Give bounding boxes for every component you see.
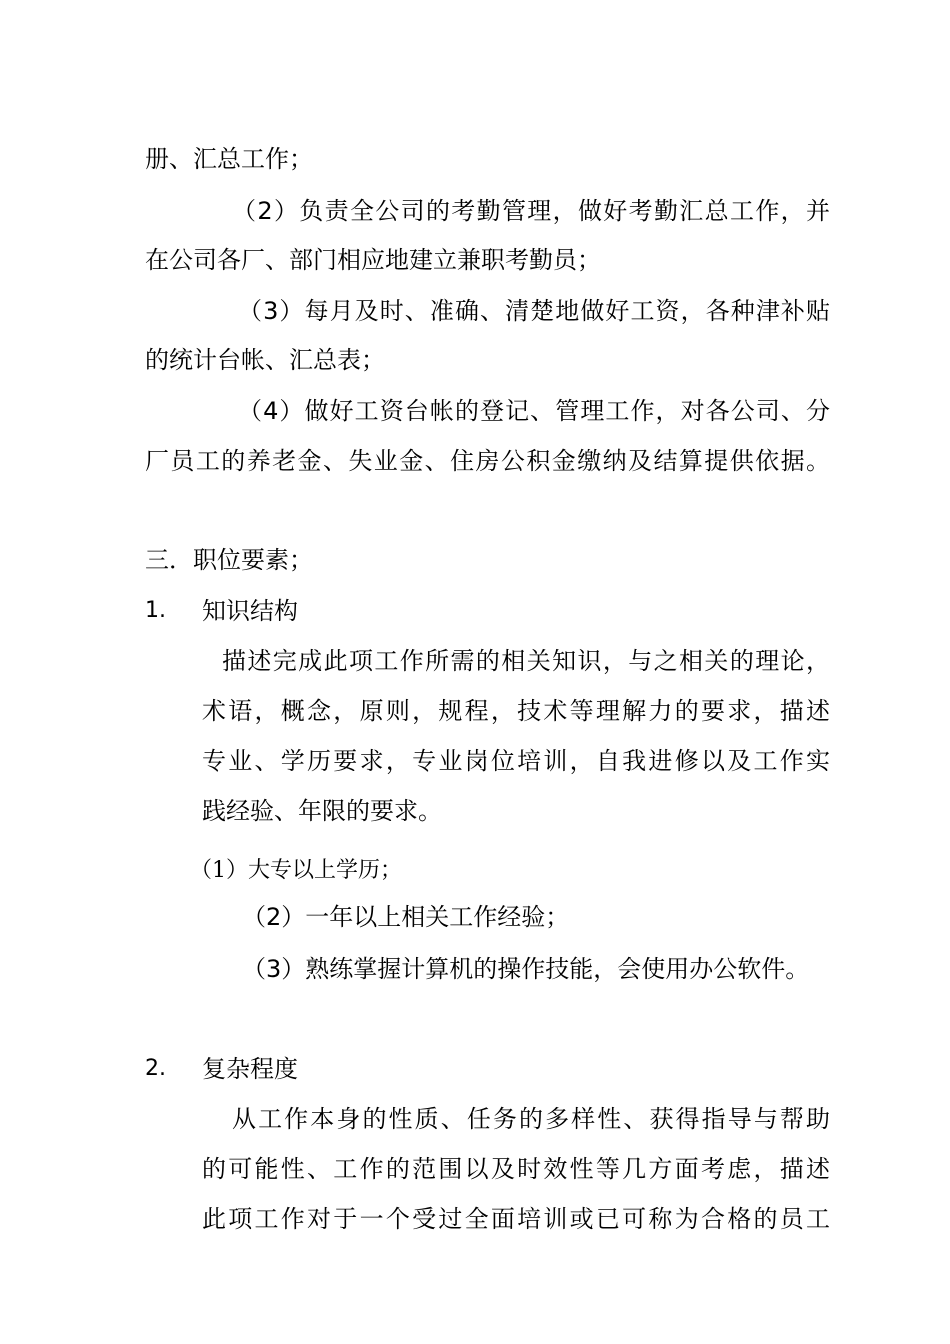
requirement-item: （2）一年以上相关工作经验； xyxy=(242,903,570,931)
duty-item-2: （2）负责全公司的考勤管理，做好考勤汇总工作，并 xyxy=(232,197,830,225)
description-line: 的可能性、工作的范围以及时效性等几方面考虑，描述 xyxy=(202,1155,830,1183)
list-number: 1. xyxy=(145,598,166,623)
section-heading: 三．职位要素； xyxy=(145,546,313,574)
description-line: 术语，概念，原则，规程，技术等理解力的要求，描述 xyxy=(202,697,830,725)
description-line: 从工作本身的性质、任务的多样性、获得指导与帮助 xyxy=(232,1105,830,1133)
paragraph-line: 在公司各厂、部门相应地建立兼职考勤员； xyxy=(145,246,601,274)
description-line: 此项工作对于一个受过全面培训或已可称为合格的员工 xyxy=(202,1205,830,1233)
duty-item-4: （4）做好工资台帐的登记、管理工作，对各公司、分 xyxy=(238,397,830,425)
description-line: 描述完成此项工作所需的相关知识，与之相关的理论， xyxy=(222,647,830,675)
list-number: 2. xyxy=(145,1056,166,1081)
requirement-item: （1）大专以上学历； xyxy=(190,858,402,883)
paragraph-line: 的统计台帐、汇总表； xyxy=(145,346,385,374)
description-line: 专业、学历要求，专业岗位培训，自我进修以及工作实 xyxy=(202,747,830,775)
duty-item-3: （3）每月及时、准确、清楚地做好工资，各种津补贴 xyxy=(238,297,830,325)
subsection-title: 复杂程度 xyxy=(202,1055,298,1083)
requirement-item: （3）熟练掌握计算机的操作技能，会使用办公软件。 xyxy=(242,955,810,983)
paragraph-line: 厂员工的养老金、失业金、住房公积金缴纳及结算提供依据。 xyxy=(145,447,830,475)
subsection-title: 知识结构 xyxy=(202,597,298,625)
description-line: 践经验、年限的要求。 xyxy=(202,797,442,825)
paragraph-line: 册、汇总工作； xyxy=(145,145,313,173)
